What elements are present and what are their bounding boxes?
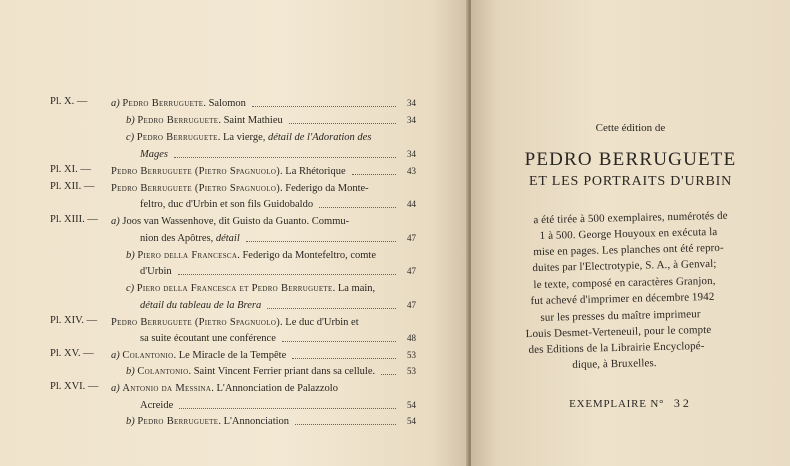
artist-name: Pedro Berruguete	[122, 98, 204, 109]
plate-description	[126, 249, 376, 262]
dot-leader	[179, 407, 396, 409]
artwork-title: . Le Miracle de la Tempête	[173, 350, 287, 361]
exemplaire-number: 32	[673, 396, 692, 410]
colophon-line: mise en pages. Les planches ont été repro-	[533, 241, 724, 259]
plate-number: Pl. XII. —	[50, 181, 95, 192]
artist-name: Antonio da Messina	[122, 383, 212, 394]
plate-description	[126, 282, 375, 295]
entry-letter: c)	[126, 283, 137, 294]
page-number: 54	[407, 400, 416, 410]
plate-description	[126, 415, 289, 428]
plate-description	[140, 232, 240, 245]
artwork-title: feltro, duc d'Urbin et son fils Guidobaldo	[140, 199, 314, 210]
plate-description	[140, 299, 261, 312]
page-number: 34	[407, 115, 416, 125]
dot-leader	[319, 206, 396, 208]
entry-letter: a)	[111, 216, 123, 227]
artwork-title: sa suite écoutant une conférence	[140, 333, 276, 344]
page-number: 53	[407, 366, 416, 376]
plate-description	[111, 349, 286, 362]
page-number: 34	[407, 98, 416, 108]
right-page	[471, 0, 790, 466]
colophon-intro: Cette édition de	[595, 122, 666, 134]
colophon-line: duites par l'Electrotypie, S. A., à Genval;	[532, 257, 717, 275]
exemplaire-line	[471, 396, 790, 411]
plate-number: Pl. XIII. —	[50, 214, 98, 225]
plate-description	[126, 131, 371, 144]
dot-leader	[267, 307, 396, 309]
artwork-title: . La Rhétorique	[280, 166, 346, 177]
plate-number: Pl. XV. —	[50, 348, 94, 359]
plate-description	[111, 316, 359, 329]
entry-letter: a)	[111, 350, 123, 361]
artwork-title: . Saint Mathieu	[218, 115, 283, 126]
page-number: 48	[407, 333, 416, 343]
artist-name: Colantonio	[122, 350, 174, 361]
plate-number: Pl. X. —	[50, 96, 88, 107]
plate-description	[111, 215, 349, 228]
artwork-title: . Salomon	[203, 98, 246, 109]
plate-description	[126, 365, 375, 378]
artwork-title: . Le duc d'Urbin et	[280, 317, 359, 328]
artist-name: Colantonio	[137, 366, 189, 377]
dot-leader	[289, 122, 396, 124]
page-number: 54	[407, 416, 416, 426]
exemplaire-label: EXEMPLAIRE N°	[569, 398, 665, 410]
dot-leader	[295, 423, 396, 425]
dot-leader	[282, 340, 396, 342]
artist-name: Pedro Berruguete	[137, 115, 219, 126]
book-subtitle: ET LES PORTRAITS D'URBIN	[528, 174, 733, 189]
entry-letter: b)	[126, 416, 138, 427]
plate-description	[140, 198, 313, 211]
dot-leader	[246, 240, 396, 242]
artwork-title: . La main,	[332, 283, 376, 294]
plate-description	[140, 265, 172, 278]
artwork-title: . Federigo da Montefeltro, comte	[237, 250, 377, 261]
plate-description	[140, 399, 173, 412]
page-number: 47	[407, 300, 416, 310]
book-title: PEDRO BERRUGUETE	[524, 149, 737, 170]
artwork-title: . Saint Vincent Ferrier priant dans sa cellule.	[188, 366, 376, 377]
colophon-line: sur les presses du maître imprimeur	[540, 308, 701, 324]
dot-leader	[178, 273, 396, 275]
colophon-line: a été tirée à 500 exemplaires, numérotés de	[533, 209, 728, 227]
plate-description	[111, 182, 369, 195]
artwork-title: . L'Annonciation de Palazzolo	[211, 383, 338, 394]
dot-leader	[381, 373, 396, 375]
artwork-detail: détail	[215, 233, 240, 244]
artist-name: Piero della Francesca et Pedro Berruguete	[136, 283, 333, 294]
page-number: 44	[407, 199, 416, 209]
page-number: 43	[407, 166, 416, 176]
artist-name: Pedro Berruguete	[136, 132, 218, 143]
plate-description	[111, 97, 246, 110]
colophon-line: fut achevé d'imprimer en décembre 1942	[530, 290, 715, 308]
plate-number: Pl. XVI. —	[50, 381, 99, 392]
artwork-title: Joos van Wassenhove, dit Guisto da Guanto. Commu-	[122, 216, 350, 227]
page-number: 53	[407, 350, 416, 360]
artwork-title: . L'Annonciation	[218, 416, 290, 427]
page-number: 34	[407, 149, 416, 159]
plate-description	[140, 148, 168, 161]
plate-number: Pl. XIV. —	[50, 315, 98, 326]
artist-name: Pedro Berruguete (Pietro Spagnuolo)	[111, 183, 281, 194]
artwork-detail: détail de l'Adoration des	[267, 132, 372, 143]
colophon-line: 1 à 500. George Houyoux en exécuta la	[539, 225, 718, 243]
plate-description	[111, 165, 346, 178]
artwork-title: nion des Apôtres,	[140, 233, 216, 244]
dot-leader	[352, 173, 396, 175]
dot-leader	[252, 105, 396, 107]
artwork-title: d'Urbin	[140, 266, 172, 277]
artwork-detail: détail du tableau de la Brera	[140, 300, 262, 311]
artist-name: Pedro Berruguete (Pietro Spagnuolo)	[111, 166, 281, 177]
plate-description	[126, 114, 283, 127]
entry-letter: b)	[126, 366, 138, 377]
plate-description	[111, 382, 338, 395]
artwork-title: . La vierge,	[217, 132, 268, 143]
colophon-line: des Editions de la Librairie Encyclopé-	[528, 340, 705, 356]
dot-leader	[292, 357, 396, 359]
plate-description	[140, 332, 276, 345]
colophon-line: le texte, composé en caractères Granjon,	[533, 274, 716, 292]
entry-letter: a)	[111, 98, 123, 109]
entry-letter: b)	[126, 115, 138, 126]
artist-name: Pedro Berruguete	[137, 416, 219, 427]
colophon-line: dique, à Bruxelles.	[572, 357, 657, 371]
plate-number: Pl. XI. —	[50, 164, 91, 175]
artwork-title: Acreide	[140, 400, 174, 411]
artwork-title: . Federigo da Monte-	[280, 183, 369, 194]
artist-name: Pedro Berruguete (Pietro Spagnuolo)	[111, 317, 281, 328]
colophon-line: Louis Desmet-Verteneuil, pour le compte	[525, 323, 712, 341]
artwork-detail: Mages	[140, 149, 168, 160]
entry-letter: a)	[111, 383, 123, 394]
artist-name: Piero della Francesca	[137, 250, 238, 261]
entry-letter: b)	[126, 250, 138, 261]
entry-letter: c)	[126, 132, 137, 143]
page-number: 47	[407, 233, 416, 243]
page-number: 47	[407, 266, 416, 276]
dot-leader	[174, 156, 396, 158]
